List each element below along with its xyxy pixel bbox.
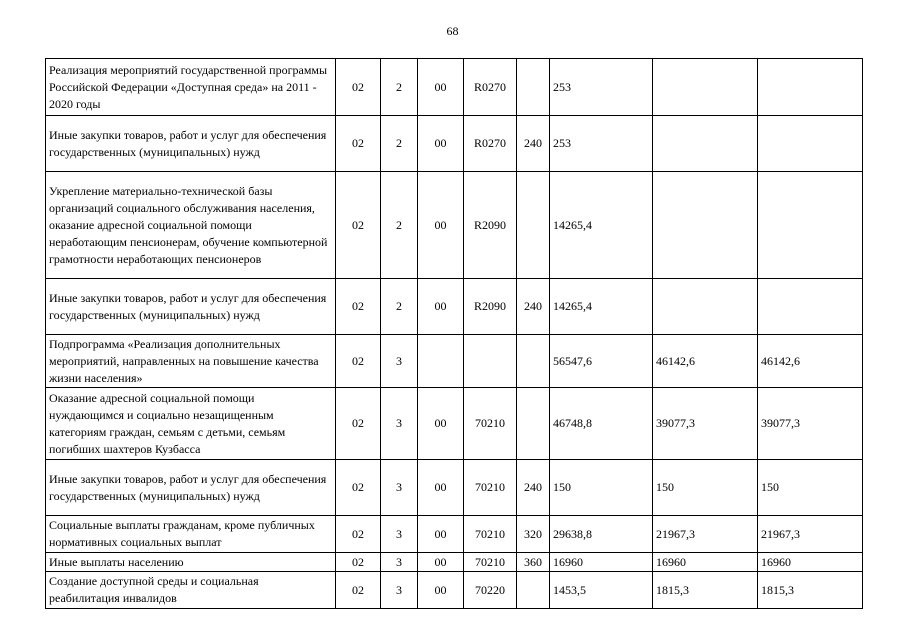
subprogram-code-cell: 00 [418, 553, 464, 572]
amount-year2-cell: 1815,3 [653, 572, 758, 609]
table-row [46, 335, 863, 388]
row-name-cell: Иные закупки товаров, работ и услуг для обеспечения государственных (муниципальных) нужд [46, 460, 336, 516]
amount-year3-cell [758, 172, 863, 279]
amount-year3-cell: 39077,3 [758, 388, 863, 460]
program-code-cell: 2 [381, 279, 418, 335]
section-code-cell: 02 [336, 279, 381, 335]
expense-type-cell: 320 [517, 516, 550, 553]
amount-year3-cell: 21967,3 [758, 516, 863, 553]
program-code-cell: 3 [381, 460, 418, 516]
amount-year3-cell: 1815,3 [758, 572, 863, 609]
amount-year1-cell: 14265,4 [550, 279, 653, 335]
table-row [46, 116, 863, 172]
row-name-cell: Реализация мероприятий государственной программы Российской Федерации «Доступная среда» на 2011 - 2020 годы [46, 59, 336, 116]
amount-year1-cell: 1453,5 [550, 572, 653, 609]
section-code-cell: 02 [336, 553, 381, 572]
target-article-cell: 70210 [464, 388, 517, 460]
amount-year3-cell [758, 279, 863, 335]
expense-type-cell [517, 335, 550, 388]
target-article-cell: 70210 [464, 460, 517, 516]
section-code-cell: 02 [336, 172, 381, 279]
section-code-cell: 02 [336, 388, 381, 460]
table-row [46, 59, 863, 116]
program-code-cell: 3 [381, 553, 418, 572]
target-article-cell: R2090 [464, 279, 517, 335]
expense-type-cell [517, 172, 550, 279]
amount-year2-cell [653, 279, 758, 335]
subprogram-code-cell: 00 [418, 572, 464, 609]
program-code-cell: 2 [381, 116, 418, 172]
subprogram-code-cell [418, 335, 464, 388]
amount-year3-cell [758, 116, 863, 172]
subprogram-code-cell: 00 [418, 388, 464, 460]
amount-year3-cell [758, 59, 863, 116]
program-code-cell: 3 [381, 516, 418, 553]
table-row [46, 172, 863, 279]
amount-year2-cell: 150 [653, 460, 758, 516]
table-row [46, 460, 863, 516]
table-row [46, 279, 863, 335]
subprogram-code-cell: 00 [418, 516, 464, 553]
program-code-cell: 3 [381, 335, 418, 388]
amount-year2-cell [653, 172, 758, 279]
expense-type-cell: 240 [517, 460, 550, 516]
page-number: 68 [446, 24, 459, 38]
table-row [46, 572, 863, 609]
subprogram-code-cell: 00 [418, 116, 464, 172]
expense-type-cell: 240 [517, 279, 550, 335]
section-code-cell: 02 [336, 460, 381, 516]
amount-year2-cell: 46142,6 [653, 335, 758, 388]
amount-year1-cell: 253 [550, 59, 653, 116]
section-code-cell: 02 [336, 116, 381, 172]
amount-year3-cell: 46142,6 [758, 335, 863, 388]
target-article-cell: 70210 [464, 553, 517, 572]
section-code-cell: 02 [336, 516, 381, 553]
expense-type-cell: 240 [517, 116, 550, 172]
target-article-cell [464, 335, 517, 388]
row-name-cell: Оказание адресной социальной помощи нуждающимся и социально незащищенным категориям граждан, семьям с детьми, семьям погибших шахтеров Кузбасса [46, 388, 336, 460]
subprogram-code-cell: 00 [418, 460, 464, 516]
amount-year1-cell: 29638,8 [550, 516, 653, 553]
row-name-cell: Укрепление материально-технической базы организаций социального обслуживания населения, оказание адресной социальной помощи неработающим пенсионерам, обучение компьютерной грамотности неработающих пенсионеров [46, 172, 336, 279]
amount-year2-cell [653, 59, 758, 116]
target-article-cell: R2090 [464, 172, 517, 279]
target-article-cell: 70210 [464, 516, 517, 553]
budget-table [45, 58, 863, 609]
expense-type-cell [517, 388, 550, 460]
section-code-cell: 02 [336, 59, 381, 116]
amount-year1-cell: 253 [550, 116, 653, 172]
expense-type-cell [517, 59, 550, 116]
target-article-cell: 70220 [464, 572, 517, 609]
amount-year2-cell [653, 116, 758, 172]
section-code-cell: 02 [336, 335, 381, 388]
section-code-cell: 02 [336, 572, 381, 609]
amount-year3-cell: 16960 [758, 553, 863, 572]
row-name-cell: Иные закупки товаров, работ и услуг для обеспечения государственных (муниципальных) нужд [46, 279, 336, 335]
subprogram-code-cell: 00 [418, 172, 464, 279]
amount-year2-cell: 21967,3 [653, 516, 758, 553]
expense-type-cell: 360 [517, 553, 550, 572]
amount-year2-cell: 16960 [653, 553, 758, 572]
expense-type-cell [517, 572, 550, 609]
row-name-cell: Создание доступной среды и социальная реабилитация инвалидов [46, 572, 336, 609]
amount-year2-cell: 39077,3 [653, 388, 758, 460]
amount-year3-cell: 150 [758, 460, 863, 516]
table-row [46, 516, 863, 553]
table-row [46, 388, 863, 460]
program-code-cell: 2 [381, 59, 418, 116]
row-name-cell: Иные закупки товаров, работ и услуг для обеспечения государственных (муниципальных) нужд [46, 116, 336, 172]
amount-year1-cell: 150 [550, 460, 653, 516]
subprogram-code-cell: 00 [418, 59, 464, 116]
row-name-cell: Социальные выплаты гражданам, кроме публичных нормативных социальных выплат [46, 516, 336, 553]
subprogram-code-cell: 00 [418, 279, 464, 335]
amount-year1-cell: 14265,4 [550, 172, 653, 279]
amount-year1-cell: 56547,6 [550, 335, 653, 388]
amount-year1-cell: 46748,8 [550, 388, 653, 460]
program-code-cell: 3 [381, 572, 418, 609]
program-code-cell: 2 [381, 172, 418, 279]
table-row [46, 553, 863, 572]
amount-year1-cell: 16960 [550, 553, 653, 572]
row-name-cell: Подпрограмма «Реализация дополнительных мероприятий, направленных на повышение качества жизни населения» [46, 335, 336, 388]
program-code-cell: 3 [381, 388, 418, 460]
row-name-cell: Иные выплаты населению [46, 553, 336, 572]
target-article-cell: R0270 [464, 59, 517, 116]
target-article-cell: R0270 [464, 116, 517, 172]
